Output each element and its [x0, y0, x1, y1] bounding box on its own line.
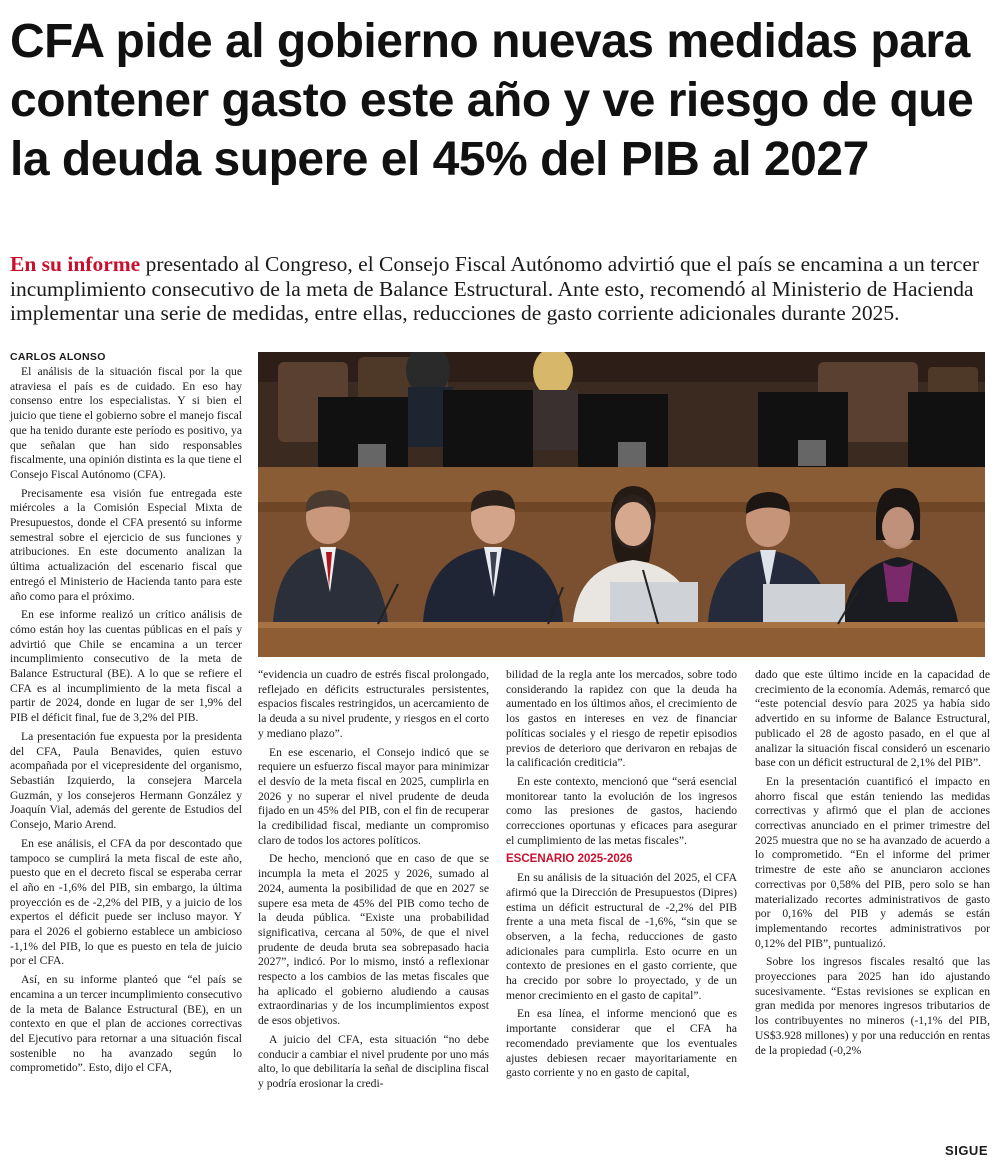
paragraph: En esa línea, el informe mencionó que es importante considerar que el CFA ha recomendado previamente que los eventuales ajustes debiesen recaer mayoritariamente en gasto corriente y no en gasto de capital,: [506, 1007, 737, 1080]
paragraph: En ese escenario, el Consejo indicó que se requiere un esfuerzo fiscal mayor para minimizar el desvío de la meta fiscal en 2025, cumplirla en 2026 y no superar el nivel prudente de deuda fijado en un 45% del PIB, con el fin de recuperar la credibilidad fiscal, mediante un compromiso claro de todos los actores políticos.: [258, 745, 489, 847]
paragraph: En este contexto, mencionó que “será esencial monitorear tanto la evolución de los ingresos como las presiones de gastos, haciendo correcciones oportunas y eficaces para asegurar el cumplimiento de las metas fiscales”.: [506, 774, 737, 847]
photo-icon: [258, 352, 985, 657]
paragraph: Precisamente esa visión fue entregada este miércoles a la Comisión Especial Mixta de Presupuestos, donde el CFA presentó su informe semestral sobre el ejercicio de sus funciones y atribuciones. En este documento analizan la última actualización del escenario fiscal que entregó el Ministerio de Hacienda tanto para este año como para el próximo.: [10, 486, 242, 603]
paragraph: bilidad de la regla ante los mercados, sobre todo considerando la rapidez con que la deuda ha aumentado en los últimos años, el crecimiento de los gastos en intereses en vez de financiar políticas sociales y el riesgo de repetir episodios previos de deterioro que derivaron en rebajas de la calificación crediticia”.: [506, 668, 737, 770]
paragraph: De hecho, mencionó que en caso de que se incumpla la meta el 2025 y 2026, sumado al 2024, aumenta la posibilidad de que en 2027 se supere esa meta de 45% del PIB como techo de la deuda pública. “Existe una probabilidad significativa, cercana al 50%, de que el nivel prudente de deuda bruta sea sobrepasado hacia 2027”, indicó. Por lo mismo, instó a reflexionar respecto a los cambios de las metas fiscales que ha aplicado el gobierno aludiendo a causas extraordinarias y de los incumplimientos expost de esos objetivos.: [258, 852, 489, 1028]
column-3: [506, 668, 737, 1085]
paragraph: La presentación fue expuesta por la presidenta del CFA, Paula Benavides, quien estuvo acompañada por el vicepresidente del organismo, Sebastián Izquierdo, la consejera Marcela Guzmán, y los consejeros Hermann González y Joaquín Vial, además del gerente de Estudios del Consejo, Mario Arend.: [10, 729, 242, 832]
lead-paragraph: [10, 252, 990, 326]
byline: CARLOS ALONSO: [10, 351, 106, 363]
continues-label: SIGUE: [945, 1143, 988, 1158]
paragraph: dado que este último incide en la capacidad de crecimiento de la economía. Además, remarcó que “este potencial desvío para 2025 ya había sido advertido en su informe de Balance Estructural, publicado el 28 de agosto pasado, en el que al analizar la situación fiscal consideró un escenario base con un déficit estructural de 2,1% del PIB”.: [755, 668, 990, 770]
paragraph: En la presentación cuantificó el impacto en ahorro fiscal que están teniendo las medidas correctivas y afirmó que el plan de acciones correctivas anunciado en el primer trimestre del 2025 muestra que no se ha avanzado de acuerdo a lo comprometido. “En el informe del primer trimestre de este año se anunciaron acciones correctivas por 0,58% del PIB, pero solo se han materializado recortes administrativos de gasto por 0,16% del PIB y además se están implementando recortes administrativos por 0,12% del PIB”, puntualizó.: [755, 774, 990, 950]
news-photo: [258, 352, 985, 657]
paragraph: Sobre los ingresos fiscales resaltó que las proyecciones para 2025 han ido ajustando sucesivamente. “Estas revisiones se explican en gran medida por menores ingresos tributarios de los contribuyentes no mineros (-1,1% del PIB, US$3.928 millones) y por una reducción en rentas de la propiedad (-0,2%: [755, 955, 990, 1057]
paragraph: El análisis de la situación fiscal por la que atraviesa el país es de cuidado. En eso hay consenso entre los especialistas. Y si bien el juicio que tiene el gobierno sobre el manejo fiscal que ha tenido durante este período es positivo, ya que señalan que han sido responsables fiscalmente, una opinión distinta es la que tiene el Consejo Fiscal Autónomo (CFA).: [10, 365, 242, 481]
column-4: [755, 668, 990, 1062]
paragraph: En ese informe realizó un crítico análisis de cómo están hoy las cuentas públicas en el país y advirtió que Chile se encamina a un tercer incumplimiento consecutivo de la meta de Balance Estructural (BE). A lo que se refiere el CFA es al incumplimiento de la meta fiscal a partir de 2024, donde en lugar de ser 1,9% del PIB el déficit final, fue de 3,2% del PIB.: [10, 608, 242, 725]
column-2: [258, 668, 489, 1096]
paragraph: A juicio del CFA, esta situación “no debe conducir a cambiar el nivel prudente por uno más alto, lo que debilitaría la señal de disciplina fiscal y podría erosionar la credi-: [258, 1032, 489, 1090]
paragraph: “evidencia un cuadro de estrés fiscal prolongado, reflejado en déficits estructurales persistentes, espacios fiscales restringidos, un acercamiento de la deuda a su nivel prudente, y riesgos en el corto y mediano plazo”.: [258, 668, 489, 740]
paragraph: Así, en su informe planteó que “el país se encamina a un tercer incumplimiento consecutivo de la meta de Balance Estructural (BE), en un contexto en que el plan de acciones correctivas del Ejecutivo para retornar a una situación fiscal sostenible no ha avanzado según lo comprometido”. Esto, dijo el CFA,: [10, 973, 242, 1075]
lead-kicker: En su informe: [10, 252, 141, 276]
paragraph: En ese análisis, el CFA da por descontado que tampoco se cumplirá la meta fiscal de este año, puesto que en el decreto fiscal se esperaba cerrar el año en -1,6% del PIB, sin embargo, la última proyección es de -2,2% del PIB, y a juicio de los expertos el déficit puede ser incluso mayor. Y para el 2026 el gobierno establece un ambicioso -1,1% del PIB, lo que es puesto en tela de juicio por el CFA.: [10, 836, 242, 968]
paragraph: En su análisis de la situación del 2025, el CFA afirmó que la Dirección de Presupuestos (Dipres) estima un déficit estructural de -2,2% del PIB frente a una meta fiscal de -1,6%, “sin que se observen, a la fecha, reducciones de gasto adicionales para cumplirla. Esto ocurre en un contexto de presiones en el gasto corriente, que ha crecido por sobre lo proyectado, y de un menor crecimiento en el gasto de capital”.: [506, 871, 737, 1002]
lead-text: presentado al Congreso, el Consejo Fiscal Autónomo advirtió que el país se encamina a un tercer incumplimiento consecutivo de la meta de Balance Estructural. Ante esto, recomendó al Ministerio de Hacienda implementar una serie de medidas, entre ellas, reducciones de gasto corriente adicionales durante 2025.: [10, 252, 980, 325]
column-1: [10, 365, 242, 1080]
section-subhead: ESCENARIO 2025-2026: [506, 853, 633, 866]
headline: CFA pide al gobierno nuevas medidas para contener gasto este año y ve riesgo de que la deuda supere el 45% del PIB al 2027: [10, 15, 974, 186]
